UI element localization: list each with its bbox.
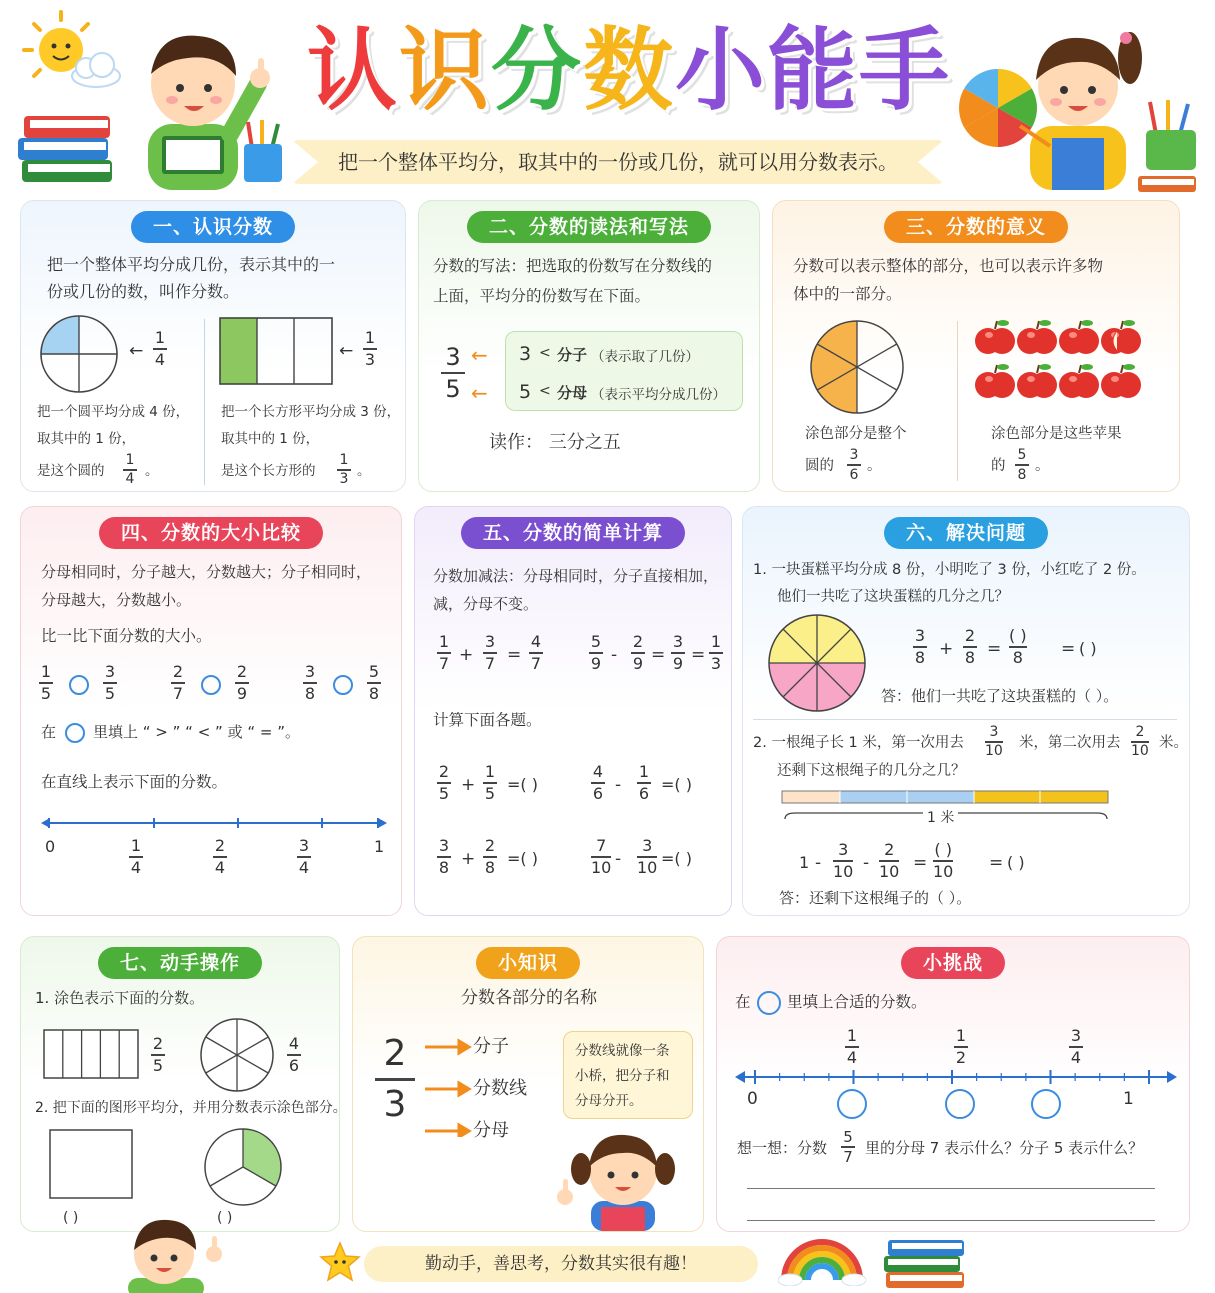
circle-meaning-caption-2: 圆的 [805, 458, 834, 474]
answer-fraction[interactable]: ( ) 8 [1009, 626, 1027, 667]
compare-answer-circle[interactable] [69, 675, 89, 695]
third-shaded-circle[interactable] [203, 1127, 283, 1207]
denominator-digit: 5 [519, 381, 532, 403]
compare-left-fraction: 2 7 [172, 662, 184, 703]
fraction: 1 7 [438, 632, 450, 673]
problem-2-line-1c: 米。 [1159, 735, 1188, 751]
fraction: 3 10 [833, 840, 854, 881]
circle-caption-1: 把一个圆平均分成 4 份， [37, 404, 190, 420]
definition-line-2: 份或几份的数，叫作分数。 [47, 282, 240, 301]
section-title: 三、分数的意义 [884, 211, 1068, 243]
plus-sign: + [461, 775, 476, 795]
five-part-rectangle[interactable] [43, 1029, 139, 1079]
footer-slogan: 勤动手，善思考，分数其实很有趣！ [425, 1254, 697, 1274]
apple-icon [1017, 320, 1057, 354]
fraction-five-sevenths: 5 7 [841, 1129, 855, 1165]
label-numerator: 分子 [473, 1036, 509, 1057]
fraction: 5 9 [590, 632, 602, 673]
big-fraction-two-thirds: 2 3 [375, 1033, 415, 1126]
tick-label-fraction: 1 4 [846, 1026, 858, 1067]
fraction: 3 10 [637, 836, 658, 877]
fraction: 2 9 [632, 632, 644, 673]
fraction-one-quarter: 1 4 [123, 453, 137, 487]
fraction-one-third: 1 3 [337, 453, 351, 487]
circle-caption-3: 是这个圆的 [37, 463, 105, 479]
title-char: 识 [399, 18, 489, 123]
rect-caption-2: 取其中的 1 份， [221, 431, 320, 447]
apple-icon [975, 364, 1015, 398]
circle-meaning-caption-1: 涂色部分是整个 [805, 426, 907, 442]
divider [957, 321, 958, 481]
period: 。 [357, 463, 371, 479]
equals-sign: = [691, 645, 706, 665]
fraction-three-sixths: 3 6 [847, 447, 861, 483]
number-line [41, 813, 391, 833]
compare-rule-line-1: 分母相同时，分子越大，分数越大；分子相同时， [41, 563, 372, 581]
denominator-note: （表示平均分成几份） [591, 387, 726, 403]
numerator-digit: 3 [519, 343, 532, 365]
tick-label-fraction: 1 2 [955, 1026, 967, 1067]
answer-circle[interactable] [757, 991, 781, 1015]
fraction: 7 10 [591, 836, 612, 877]
fraction-two-tenths: 2 10 [1131, 724, 1149, 759]
answer-blank[interactable]: ( ) [1007, 853, 1025, 872]
tick-label-one: 1 [1123, 1089, 1134, 1109]
equals-sign: = [1061, 639, 1076, 659]
section-recognize-fractions [20, 200, 406, 492]
numerator-label: 分子 [557, 346, 588, 364]
fraction: 2 5 [438, 762, 450, 803]
less-than-sign: < [539, 383, 551, 399]
arrow-icon: ← [471, 343, 488, 367]
meaning-line-1: 分数可以表示整体的部分，也可以表示许多物 [793, 257, 1104, 275]
circle-caption-2: 取其中的 1 份， [37, 431, 136, 447]
period: 。 [1035, 458, 1050, 474]
tick-label-one: 1 [374, 837, 385, 856]
rect-caption-1: 把一个长方形平均分成 3 份， [221, 404, 401, 420]
subtitle: 把一个整体平均分，取其中的一份或几份，就可以用分数表示。 [338, 150, 898, 174]
title-char: 小 [675, 18, 765, 123]
answer-blank[interactable]: =( ) [507, 849, 538, 868]
compare-right-fraction: 3 5 [104, 662, 116, 703]
equals-sign: = [987, 639, 1002, 659]
number-line-instruction: 在直线上表示下面的分数。 [41, 773, 228, 791]
boy-pointing-icon [106, 1212, 236, 1293]
section-tip [352, 936, 704, 1232]
tick-label-fraction: 3 4 [298, 836, 310, 877]
hands-on-question-2: 2. 把下面的图形平均分，并用分数表示涂色部分。 [35, 1100, 347, 1116]
label-fraction-bar: 分数线 [473, 1078, 527, 1099]
answer-blank[interactable]: =( ) [507, 775, 538, 794]
apple-meaning-caption-1: 涂色部分是这些苹果 [991, 426, 1122, 442]
apple-icon [975, 320, 1015, 354]
answer-circle[interactable] [837, 1089, 867, 1119]
fraction: 4 6 [592, 762, 604, 803]
apple-meaning-caption-2: 的 [991, 458, 1006, 474]
answer-line-1[interactable] [747, 1188, 1155, 1189]
problem-1-line-1: 1. 一块蛋糕平均分成 8 份，小明吃了 3 份，小红吃了 2 份。 [753, 562, 1146, 578]
section-title: 四、分数的大小比较 [99, 517, 323, 549]
six-part-circle[interactable] [199, 1017, 275, 1093]
tick-label-zero: 0 [45, 837, 56, 856]
period: 。 [145, 463, 159, 479]
answer-blank[interactable]: ( ) [1079, 639, 1097, 658]
rainbow-icon [778, 1236, 866, 1286]
bubble-line-2: 小桥，把分子和 [575, 1068, 670, 1084]
compare-right-fraction: 2 9 [236, 662, 248, 703]
problem-2-line-1a: 2. 一根绳子长 1 米，第一次用去 [753, 735, 964, 751]
think-question-start: 想一想：分数 [737, 1139, 828, 1157]
arrow-icon: ← [339, 341, 354, 361]
answer-blank-1[interactable]: ( ) [63, 1210, 79, 1226]
compare-rule-line-2: 分母越大，分数越小。 [41, 591, 192, 609]
challenge-instruction-start: 在 [735, 993, 751, 1011]
fraction: 2 10 [879, 840, 900, 881]
plus-sign: + [461, 849, 476, 869]
numerator-note: （表示取了几份） [591, 349, 699, 365]
fraction: 2 8 [964, 626, 976, 667]
rope-length-label: 1 米 [923, 807, 958, 827]
compare-left-fraction: 3 8 [304, 662, 316, 703]
minus-sign: - [863, 853, 870, 873]
fraction: 1 6 [638, 762, 650, 803]
minus-sign: - [815, 853, 822, 873]
divider [204, 319, 205, 485]
equals-sign: = [913, 853, 928, 873]
equals-sign: = [651, 645, 666, 665]
fraction: 1 5 [484, 762, 496, 803]
section-read-write-fractions [418, 200, 760, 492]
title-char: 认 [307, 18, 397, 123]
tick-label-fraction: 1 4 [130, 836, 142, 877]
fraction: 2 8 [484, 836, 496, 877]
section-challenge [716, 936, 1190, 1232]
answer-blank[interactable]: =( ) [661, 849, 692, 868]
answer-circle[interactable] [945, 1089, 975, 1119]
fraction: 3 9 [672, 632, 684, 673]
writing-rule-line-1: 分数的写法：把选取的份数写在分数线的 [433, 257, 713, 275]
equals-sign: = [989, 853, 1004, 873]
books-icon [18, 108, 118, 188]
bubble-line-1: 分数线就像一条 [575, 1043, 670, 1059]
section-title: 六、解决问题 [884, 517, 1048, 549]
divider [753, 719, 1177, 720]
girl-with-pie-chart-icon [950, 8, 1150, 190]
tip-heading: 分数各部分的名称 [461, 988, 597, 1008]
pencil-cup-icon [240, 118, 286, 184]
challenge-instruction-end: 里填上合适的分数。 [787, 993, 927, 1011]
fraction-one-quarter: 1 4 [154, 328, 166, 369]
fraction-three-tenths: 3 10 [985, 724, 1003, 759]
fill-instruction-end: 里填上 “ > ” “ < ” 或 “ = ”。 [93, 723, 301, 741]
tick-label-fraction: 3 4 [1070, 1026, 1082, 1067]
section-meaning-of-fractions [772, 200, 1180, 492]
apples-group-icon [973, 319, 1145, 405]
section-fraction-calculation [414, 506, 732, 916]
compare-answer-circle[interactable] [201, 675, 221, 695]
problem-2-answer: 答：还剩下这根绳子的（ ）。 [779, 889, 972, 907]
meaning-line-2: 体中的一部分。 [793, 285, 902, 303]
section-hands-on [20, 936, 347, 1232]
fraction: 3 8 [438, 836, 450, 877]
bubble-line-3: 分母分开。 [575, 1093, 643, 1109]
section-title: 二、分数的读法和写法 [467, 211, 711, 243]
answer-fraction[interactable]: ( ) 10 [933, 840, 954, 881]
title-char: 手 [859, 18, 949, 123]
answer-circle[interactable] [1031, 1089, 1061, 1119]
calc-instruction: 计算下面各题。 [433, 711, 542, 729]
answer-blank[interactable]: =( ) [661, 775, 692, 794]
section-title: 五、分数的简单计算 [461, 517, 685, 549]
section-solve-problems [742, 506, 1190, 916]
blank-square[interactable] [49, 1129, 133, 1199]
section-title: 一、认识分数 [131, 211, 295, 243]
fraction-three-fifths: 3 5 [441, 343, 465, 403]
writing-rule-line-2: 上面，平均分的份数写在下面。 [433, 287, 651, 305]
quarter-circle-diagram [39, 314, 119, 394]
compare-right-fraction: 5 8 [368, 662, 380, 703]
minus-sign: - [615, 849, 622, 869]
cake-circle-diagram [767, 613, 867, 713]
half-shaded-circle-diagram [809, 319, 905, 415]
section-title: 小知识 [476, 947, 580, 979]
page-title [298, 16, 958, 126]
apple-icon [1059, 320, 1099, 354]
problem-1-line-2: 他们一共吃了这块蛋糕的几分之几？ [777, 589, 1009, 605]
compare-answer-circle[interactable] [333, 675, 353, 695]
definition-line-1: 把一个整体平均分成几份，表示其中的一 [47, 255, 336, 274]
answer-circle[interactable] [65, 723, 85, 743]
label-denominator: 分母 [473, 1120, 509, 1141]
tick-label-zero: 0 [747, 1089, 758, 1109]
arrow-icon: ← [129, 341, 144, 361]
fraction-one-third: 1 3 [364, 328, 376, 369]
fraction: 3 8 [914, 626, 926, 667]
rect-caption-3: 是这个长方形的 [221, 463, 316, 479]
fill-instruction-start: 在 [41, 723, 57, 741]
challenge-number-line [735, 1067, 1179, 1087]
reading-text: 读作： 三分之五 [489, 432, 621, 453]
third-rectangle-diagram [219, 317, 333, 385]
less-than-sign: < [539, 345, 551, 361]
header [0, 0, 1215, 195]
problem-1-answer: 答：他们一共吃了这块蛋糕的（ ）。 [881, 687, 1119, 705]
title-char: 数 [583, 18, 673, 123]
calc-rule-line-1: 分数加减法：分母相同时，分子直接相加， [433, 567, 719, 585]
section-title: 七、动手操作 [98, 947, 262, 979]
equals-sign: = [507, 645, 522, 665]
apple-icon [1101, 364, 1141, 398]
girl-pointing-icon [551, 1121, 691, 1231]
pencil-cup-books-icon [1136, 98, 1206, 196]
number-one: 1 [799, 853, 810, 872]
plus-sign: + [939, 639, 954, 659]
apple-icon [1017, 364, 1057, 398]
answer-line-2[interactable] [747, 1220, 1155, 1221]
answer-blank-2[interactable]: ( ) [217, 1210, 233, 1226]
hands-on-question-1: 1. 涂色表示下面的分数。 [35, 989, 205, 1007]
sun-icon [14, 8, 124, 93]
compare-instruction: 比一比下面分数的大小。 [41, 627, 212, 645]
apple-icon [1059, 364, 1099, 398]
arrows-icon [423, 1037, 473, 1137]
problem-2-line-1b: 米，第二次用去 [1019, 735, 1121, 751]
fraction: 1 3 [710, 632, 722, 673]
section-title: 小挑战 [901, 947, 1005, 979]
arrow-icon: ← [471, 381, 488, 405]
compare-left-fraction: 1 5 [40, 662, 52, 703]
books-icon [884, 1236, 968, 1290]
plus-sign: + [459, 645, 474, 665]
fraction-five-eighths: 5 8 [1015, 447, 1029, 483]
period: 。 [867, 458, 882, 474]
minus-sign: - [615, 775, 622, 795]
fraction: 4 7 [530, 632, 542, 673]
fraction-two-fifths: 2 5 [152, 1034, 164, 1075]
fraction: 3 7 [484, 632, 496, 673]
minus-sign: - [611, 645, 618, 665]
title-char: 能 [767, 18, 857, 123]
apple-icon [1101, 320, 1141, 354]
star-icon [318, 1241, 362, 1283]
title-char: 分 [491, 18, 581, 123]
think-question-end: 里的分母 7 表示什么？分子 5 表示什么？ [865, 1139, 1144, 1157]
calc-rule-line-2: 减，分母不变。 [433, 595, 539, 613]
tick-label-fraction: 2 4 [214, 836, 226, 877]
section-compare-fractions [20, 506, 402, 916]
fraction-four-sixths: 4 6 [288, 1034, 300, 1075]
denominator-label: 分母 [557, 384, 588, 402]
problem-2-line-2: 还剩下这根绳子的几分之几？ [777, 763, 966, 779]
